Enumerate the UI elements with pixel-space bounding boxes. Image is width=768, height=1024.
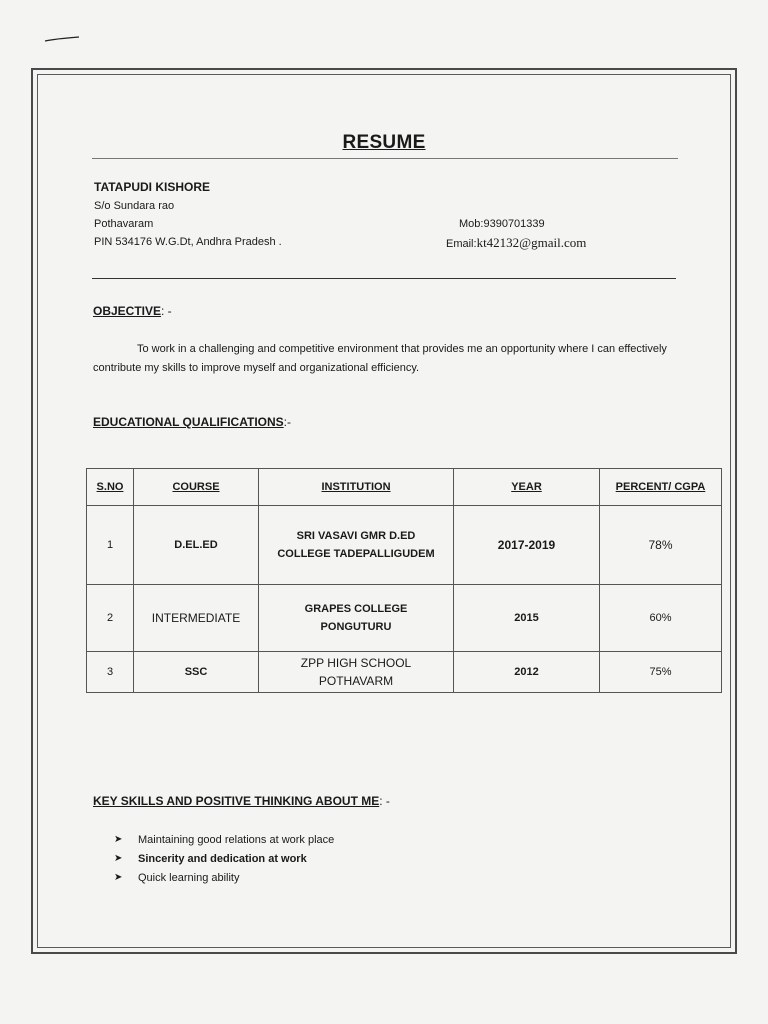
- email-address: kt42132@gmail.com: [476, 235, 587, 250]
- email-line: [446, 235, 586, 251]
- address-line-1: S/o Sundara rao: [94, 200, 175, 212]
- cell-course: D.EL.ED: [134, 506, 259, 585]
- table-row: [87, 585, 722, 652]
- mobile-number: 9390701339: [483, 218, 545, 230]
- table-row: [87, 506, 722, 585]
- cell-institution: [259, 652, 454, 693]
- institution-line-2: PONGUTURU: [320, 621, 392, 633]
- skills-heading-text: KEY SKILLS AND POSITIVE THINKING ABOUT ME: [93, 794, 380, 808]
- cell-sno: 2: [87, 585, 134, 652]
- contact-divider: [92, 278, 676, 279]
- address-line-3: PIN 534176 W.G.Dt, Andhra Pradesh .: [94, 236, 282, 248]
- skill-text: Sincerity and dedication at work: [138, 852, 307, 865]
- mobile-line: [459, 218, 545, 230]
- mobile-label: Mob:: [459, 218, 484, 230]
- objective-heading-suffix: : -: [161, 304, 172, 318]
- col-header-sno: S.NO: [87, 469, 134, 506]
- institution-line-2: POTHAVARM: [318, 674, 394, 688]
- cell-percent: 60%: [600, 585, 722, 652]
- cell-percent: 75%: [600, 652, 722, 693]
- education-heading: [93, 415, 291, 429]
- arrow-bullet-icon: ➤: [114, 834, 123, 845]
- col-header-institution: INSTITUTION: [259, 469, 454, 506]
- arrow-bullet-icon: ➤: [114, 853, 123, 864]
- arrow-bullet-icon: ➤: [114, 872, 123, 883]
- resume-title: RESUME: [342, 132, 426, 153]
- email-label: Email:: [446, 238, 477, 250]
- skills-heading-suffix: : -: [379, 794, 390, 808]
- cell-year: 2012: [454, 652, 600, 693]
- skill-text: Quick learning ability: [138, 871, 240, 884]
- cell-sno: 1: [87, 506, 134, 585]
- skills-heading: [93, 794, 390, 808]
- institution-line-2: COLLEGE TADEPALLIGUDEM: [277, 548, 435, 560]
- objective-text: To work in a challenging and competitive environment that provides me an opportunity where I can effectively contribute my skills to improve myself and organizational efficiency.: [93, 343, 667, 374]
- institution-line-1: ZPP HIGH SCHOOL: [300, 656, 412, 670]
- cell-percent: 78%: [600, 506, 722, 585]
- cell-institution: [259, 506, 454, 585]
- skill-text: Maintaining good relations at work place: [138, 833, 335, 846]
- list-item: [114, 830, 334, 849]
- objective-heading-text: OBJECTIVE: [93, 304, 162, 318]
- cell-course: SSC: [134, 652, 259, 693]
- cell-sno: 3: [87, 652, 134, 693]
- col-header-year: YEAR: [454, 469, 600, 506]
- list-item: [114, 849, 334, 868]
- title-divider: [92, 158, 678, 159]
- cell-institution: [259, 585, 454, 652]
- address-line-2: Pothavaram: [94, 218, 154, 230]
- skills-list: [114, 830, 334, 887]
- cell-year: 2017-2019: [454, 506, 600, 585]
- education-heading-text: EDUCATIONAL QUALIFICATIONS: [93, 415, 284, 429]
- table-header-row: [87, 469, 722, 506]
- institution-line-1: SRI VASAVI GMR D.ED: [296, 530, 416, 542]
- cell-course: INTERMEDIATE: [134, 585, 259, 652]
- education-heading-suffix: :-: [283, 415, 292, 429]
- col-header-course: COURSE: [134, 469, 259, 506]
- col-header-percent: PERCENT/ CGPA: [600, 469, 722, 506]
- table-row: [87, 652, 722, 693]
- cell-year: 2015: [454, 585, 600, 652]
- pen-mark: [44, 36, 80, 42]
- list-item: [114, 868, 334, 887]
- education-table: [86, 468, 722, 693]
- institution-line-1: GRAPES COLLEGE: [304, 603, 408, 615]
- candidate-name: TATAPUDI KISHORE: [94, 180, 210, 194]
- objective-heading: [93, 304, 172, 318]
